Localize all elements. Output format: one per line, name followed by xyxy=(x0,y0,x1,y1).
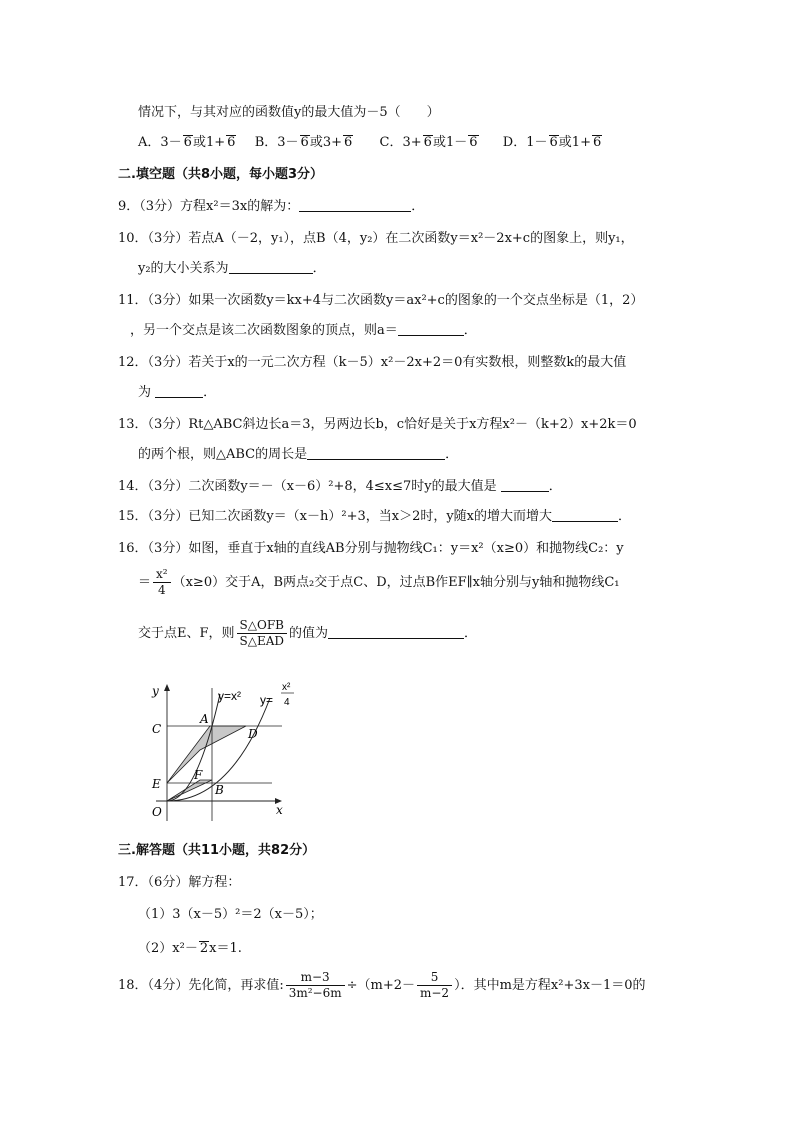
parabola-figure xyxy=(136,676,296,830)
question-13-line2: 的两个根，则△ABC的周长是 ． xyxy=(138,447,459,462)
q8-option-b[interactable]: B．3－ 6或3+ 6 xyxy=(254,135,353,150)
question-16-line2: ＝ $\frac{\text{x²}}{4}$ （x≥0）交于A，B两点₂交于点C、D，过点B作EF∥x轴分别与y轴和抛物线C₁ xyxy=(138,567,620,597)
question-12-line1: 12．（3分）若关于x的一元二次方程（k－5）x²－2x+2＝0有实数根，则整数k的最大值 xyxy=(118,355,627,370)
label-y: y xyxy=(152,684,159,698)
question-14: 14．（3分）二次函数y＝－（x－6）²+8，4≤x≤7时y的最大值是 ． xyxy=(118,479,562,494)
q8-stem-line: 情况下，与其对应的函数值y的最大值为－5（ ） xyxy=(138,105,440,120)
answer-blank[interactable] xyxy=(307,446,445,460)
label-x: x xyxy=(276,803,283,817)
answer-blank[interactable] xyxy=(398,322,464,336)
section-heading: 三.解答题（共11小题，共82分） xyxy=(118,843,316,858)
answer-blank[interactable] xyxy=(501,478,549,492)
question-12-line2: 为 ． xyxy=(138,385,217,400)
q8-options xyxy=(138,134,602,152)
q8-option-d[interactable]: D．1－ 6或1+ 6 xyxy=(502,135,602,150)
y-axis-arrow xyxy=(164,684,170,691)
question-10-line1: 10．（3分）若点A（－2，y₁），点B（4，y₂）在二次函数y＝x²－2x+c的图象上，则y₁， xyxy=(118,231,634,246)
question-13-line1: 13．（3分）Rt△ABC斜边长a＝3，另两边长b，c恰好是关于x方程x²－（k+2）x+2k＝0 xyxy=(118,417,637,432)
question-17-part1: （1）3（x－5）²＝2（x－5）； xyxy=(138,907,323,922)
question-17: 17．（6分）解方程： xyxy=(118,875,241,890)
label-c: C xyxy=(152,722,162,736)
answer-blank[interactable] xyxy=(299,198,411,212)
question-10-line2: y₂的大小关系为 ． xyxy=(138,261,326,276)
curve1-label: y=x² xyxy=(218,689,242,703)
question-16-line1: 16．（3分）如图，垂直于x轴的直线AB分别与抛物线C₁：y＝x²（x≥0）和抛物线C₂：y xyxy=(118,541,624,556)
question-9: 9．（3分）方程x²＝3x的解为： ． xyxy=(118,199,425,214)
question-17-part2: （2）x²－ 2x＝1. xyxy=(138,941,242,956)
label-o: O xyxy=(152,805,162,819)
question-11-line2: ，另一个交点是该二次函数图象的顶点，则a＝ ． xyxy=(130,323,477,338)
question-18: 18．（4分）先化简，再求值: $\frac{m-3}{\text{3m²−6m}}$ ÷（m+2－ $\frac{5}{m-2}$ ）．其中m是方程x²+3x－1＝0的 xyxy=(118,970,646,1000)
answer-blank[interactable] xyxy=(155,384,203,398)
triangle-ead-shade xyxy=(167,726,246,783)
label-d: D xyxy=(248,727,258,741)
curve2-label-den: 4 xyxy=(284,697,290,708)
answer-blank[interactable] xyxy=(552,508,618,522)
answer-blank[interactable] xyxy=(229,260,313,274)
label-a: A xyxy=(200,712,209,726)
label-e: E xyxy=(152,777,161,791)
question-11-line1: 11．（3分）如果一次函数y＝kx+4与二次函数y＝ax²+c的图象的一个交点坐标是（1，2） xyxy=(118,293,644,308)
q8-option-a[interactable]: A．3－ 6或1+ 6 xyxy=(138,135,236,150)
label-f: F xyxy=(194,768,203,782)
curve2-label-prefix: y= xyxy=(260,693,274,707)
q8-option-c[interactable]: C．3+ 6或1－ 6 xyxy=(379,135,478,150)
section-heading: 二.填空题（共8小题，每小题3分） xyxy=(118,167,324,182)
label-b: B xyxy=(215,783,224,797)
question-16-line3: 交于点E、F，则 $\frac{\text{S△OFB}}{\text{S△EAD}}$ 的值为 ． xyxy=(138,618,478,648)
answer-blank[interactable] xyxy=(328,625,464,639)
curve2-label-num: x² xyxy=(282,682,291,693)
question-15: 15．（3分）已知二次函数y＝（x－h）²+3，当x＞2时，y随x的增大而增大 ． xyxy=(118,509,632,524)
